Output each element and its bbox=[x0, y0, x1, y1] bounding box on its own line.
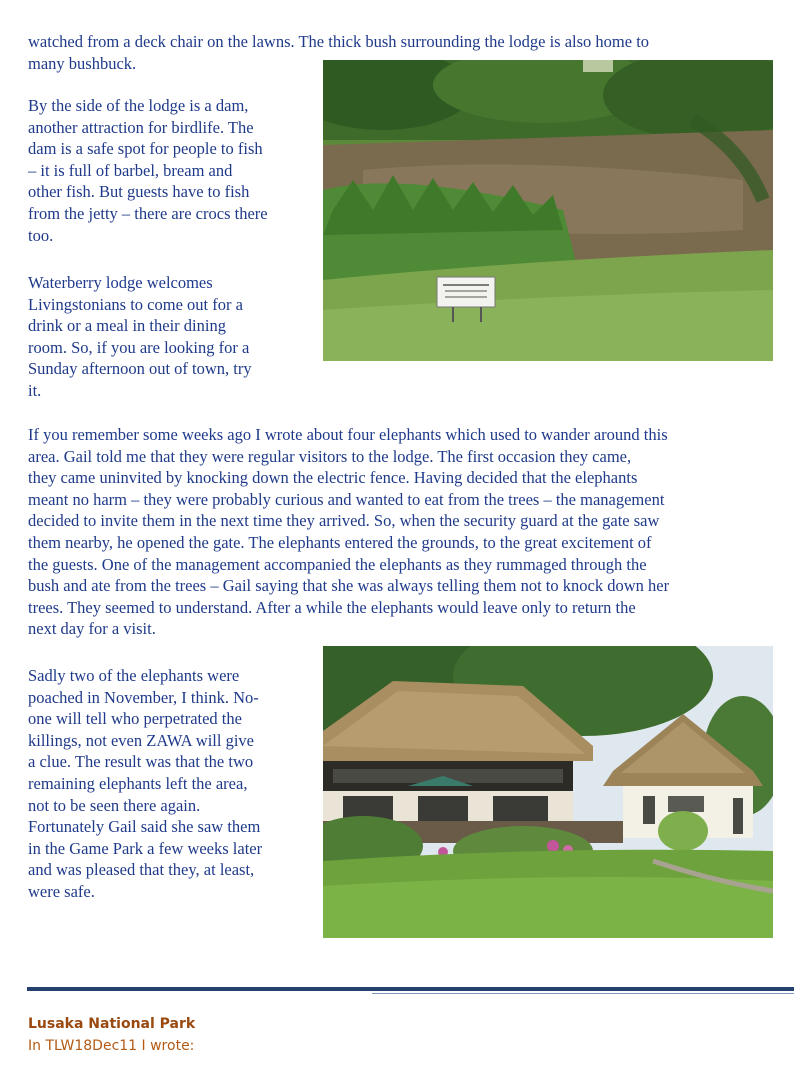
text-line: room. So, if you are looking for a bbox=[28, 337, 250, 357]
text-line: poached in November, I think. No- bbox=[28, 687, 259, 707]
text-line: trees. They seemed to understand. After a while the elephants would leave only to return the bbox=[28, 597, 636, 617]
text-line: and was pleased that they, at least, bbox=[28, 860, 255, 880]
text-line: Waterberry lodge welcomes bbox=[28, 273, 213, 292]
text-line: remaining elephants left the area, bbox=[28, 773, 248, 793]
text-line: drink or a meal in their dining bbox=[28, 316, 226, 336]
text-line: other fish. But guests have to fish bbox=[28, 182, 250, 202]
text-line: meant no harm – they were probably curious and wanted to eat from the trees – the management bbox=[28, 489, 665, 509]
text-line: one will tell who perpetrated the bbox=[28, 709, 242, 729]
text-line: in the Game Park a few weeks later bbox=[28, 838, 263, 858]
section-heading: Lusaka National Park bbox=[28, 1016, 196, 1032]
text-line: were safe. bbox=[28, 881, 95, 901]
text-line: Sadly two of the elephants were bbox=[28, 666, 240, 685]
footer-rule bbox=[27, 987, 794, 994]
text-line: next day for a visit. bbox=[28, 619, 156, 639]
text-line: not to be seen there again. bbox=[28, 795, 201, 815]
text-line: they came uninvited by knocking down the electric fence. Having decided that the elephants bbox=[28, 468, 638, 488]
text-line: it. bbox=[28, 380, 42, 400]
paragraph-elephants bbox=[28, 424, 798, 640]
text-line: another attraction for birdlife. The bbox=[28, 117, 254, 137]
paragraph-dam bbox=[28, 95, 318, 246]
text-line: Sunday afternoon out of town, try bbox=[28, 359, 252, 379]
section-subheading: In TLW18Dec11 I wrote: bbox=[28, 1038, 195, 1054]
text-line: Fortunately Gail said she saw them bbox=[28, 817, 261, 837]
rule-thick bbox=[27, 987, 794, 991]
text-line: them nearby, he opened the gate. The elephants entered the grounds, to the great excitement of bbox=[28, 532, 652, 552]
text-line: many bushbuck. bbox=[28, 53, 137, 73]
rule-thin bbox=[372, 993, 794, 994]
paragraph-lodge-welcome bbox=[28, 272, 318, 402]
text-line: decided to invite them in the next time they arrived. So, when the security guard at the gate saw bbox=[28, 511, 660, 531]
text-line: killings, not even ZAWA will give bbox=[28, 730, 254, 750]
text-line: from the jetty – there are crocs there bbox=[28, 203, 268, 223]
lodge-photo bbox=[323, 646, 773, 938]
text-line: dam is a safe spot for people to fish bbox=[28, 139, 263, 159]
text-line: If you remember some weeks ago I wrote about four elephants which used to wander around this bbox=[28, 425, 668, 444]
text-line: a clue. The result was that the two bbox=[28, 752, 254, 772]
text-line: the guests. One of the management accompanied the elephants as they rummaged through the bbox=[28, 554, 647, 574]
text-line: Livingstonians to come out for a bbox=[28, 294, 243, 314]
text-line: area. Gail told me that they were regular visitors to the lodge. The first occasion they came, bbox=[28, 446, 632, 466]
text-line: too. bbox=[28, 225, 54, 245]
text-line: By the side of the lodge is a dam, bbox=[28, 96, 249, 115]
dam-photo bbox=[323, 60, 773, 361]
paragraph-poached bbox=[28, 665, 318, 903]
text-line: – it is full of barbel, bream and bbox=[28, 160, 233, 180]
text-line: watched from a deck chair on the lawns. The thick bush surrounding the lodge is also home to bbox=[28, 32, 650, 51]
text-line: bush and ate from the trees – Gail saying that she was always telling them not to knock down her bbox=[28, 576, 670, 596]
